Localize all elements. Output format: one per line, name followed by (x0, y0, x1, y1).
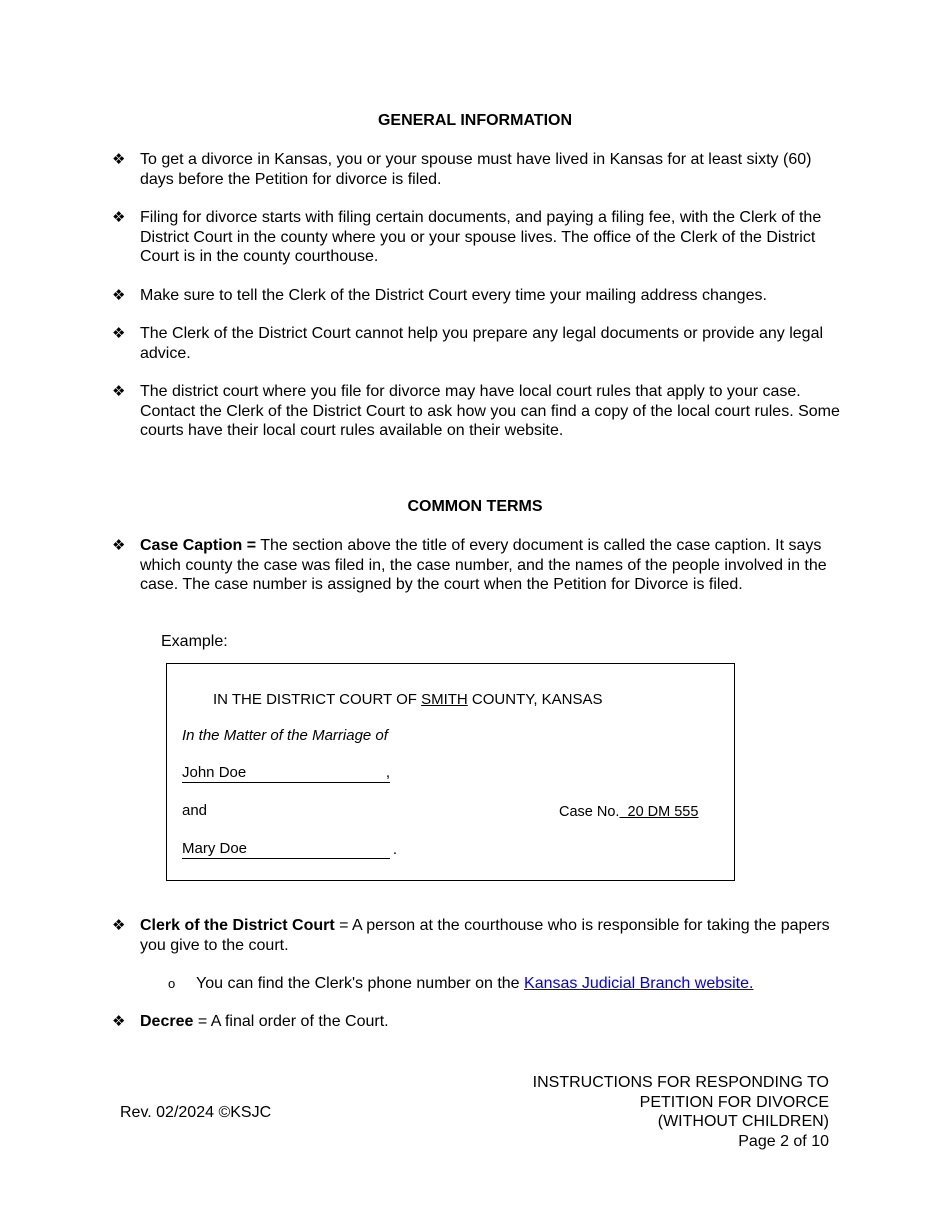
term-definition: = A person at the courthouse who is responsible for taking the papers you give to the court. (140, 917, 830, 954)
general-item-text: The Clerk of the District Court cannot help you prepare any legal documents or provide any legal advice. (140, 325, 824, 362)
term-clerk (112, 916, 842, 955)
general-item-text: Filing for divorce starts with filing certain documents, and paying a filing fee, with the Clerk of the District Court in the county where you or your spouse lives. The office of the Clerk of the District Court is in the county courthouse. (140, 209, 822, 266)
bullet-icon: ❖ (112, 916, 126, 934)
footer-page-number: Page 2 of 10 (738, 1132, 829, 1150)
footer-title-line-3: (WITHOUT CHILDREN) (657, 1113, 829, 1131)
court-line (213, 691, 603, 709)
term-definition: The section above the title of every document is called the case caption. It says which county the case was filed in, the case number, and the names of the people involved in the case. The case number is assigned by the court when the Petition for Divorce is filed. (140, 537, 827, 594)
footer-revision: Rev. 02/2024 ©KSJC (120, 1104, 272, 1121)
example-label: Example: (161, 633, 228, 650)
kansas-judicial-branch-link[interactable]: Kansas Judicial Branch website. (524, 975, 754, 992)
party1-line (182, 764, 390, 783)
party1-punct: , (385, 764, 390, 781)
term-decree (112, 1012, 842, 1032)
general-item-2 (112, 208, 842, 267)
term-label: Clerk of the District Court (140, 917, 335, 934)
general-item-3 (112, 286, 842, 306)
case-no-label: Case No. (559, 804, 620, 820)
term-label: Case Caption = (140, 537, 257, 554)
general-item-text: To get a divorce in Kansas, you or your spouse must have lived in Kansas for at least sixty (60) days before the Petition for divorce is filed. (140, 151, 812, 188)
footer-title-line-2: PETITION FOR DIVORCE (639, 1093, 829, 1111)
bullet-icon: ❖ (112, 208, 126, 226)
term-text (140, 916, 842, 955)
party2-name: Mary Doe (182, 840, 248, 857)
general-item-text: The district court where you file for divorce may have local court rules that apply to your case. Contact the Clerk of the District Court to ask how you can find a copy of the local court rules. Some courts have their local court rules available on their website. (140, 383, 840, 440)
county-name: SMITH (421, 691, 468, 708)
party1-name: John Doe (182, 764, 247, 781)
bullet-icon: ❖ (112, 1012, 126, 1030)
bullet-icon: ❖ (112, 536, 126, 554)
term-label: Decree (140, 1013, 194, 1030)
case-number-line (559, 803, 698, 821)
term-text (140, 536, 842, 595)
general-item-4 (112, 324, 842, 363)
term-text (140, 1012, 842, 1032)
court-suffix: COUNTY, KANSAS (467, 691, 603, 708)
party2-punct: . (392, 841, 397, 858)
common-terms-heading: COMMON TERMS (407, 498, 543, 515)
general-item-text: Make sure to tell the Clerk of the District Court every time your mailing address changes. (140, 287, 767, 304)
clerk-sub-item (168, 974, 848, 994)
bullet-icon: ❖ (112, 150, 126, 168)
case-caption-example-box (166, 663, 735, 881)
footer-title (533, 1073, 829, 1151)
bullet-icon: ❖ (112, 382, 126, 400)
general-information-heading: GENERAL INFORMATION (377, 112, 573, 129)
court-prefix: IN THE DISTRICT COURT OF (213, 691, 422, 708)
and-text: and (182, 802, 208, 819)
party2-line (182, 840, 397, 859)
bullet-icon: ❖ (112, 324, 126, 342)
term-case-caption (112, 536, 842, 595)
sub-item-prefix: You can find the Clerk's phone number on the (196, 975, 525, 992)
circle-bullet-icon: o (168, 976, 176, 991)
general-item-1 (112, 150, 842, 189)
bullet-icon: ❖ (112, 286, 126, 304)
matter-line: In the Matter of the Marriage of (182, 727, 388, 744)
general-item-5 (112, 382, 842, 441)
sub-item-text (196, 974, 848, 994)
case-no-value: 20 DM 555 (619, 804, 699, 820)
term-definition: = A final order of the Court. (193, 1013, 389, 1030)
footer-title-line-1: INSTRUCTIONS FOR RESPONDING TO (532, 1074, 829, 1091)
